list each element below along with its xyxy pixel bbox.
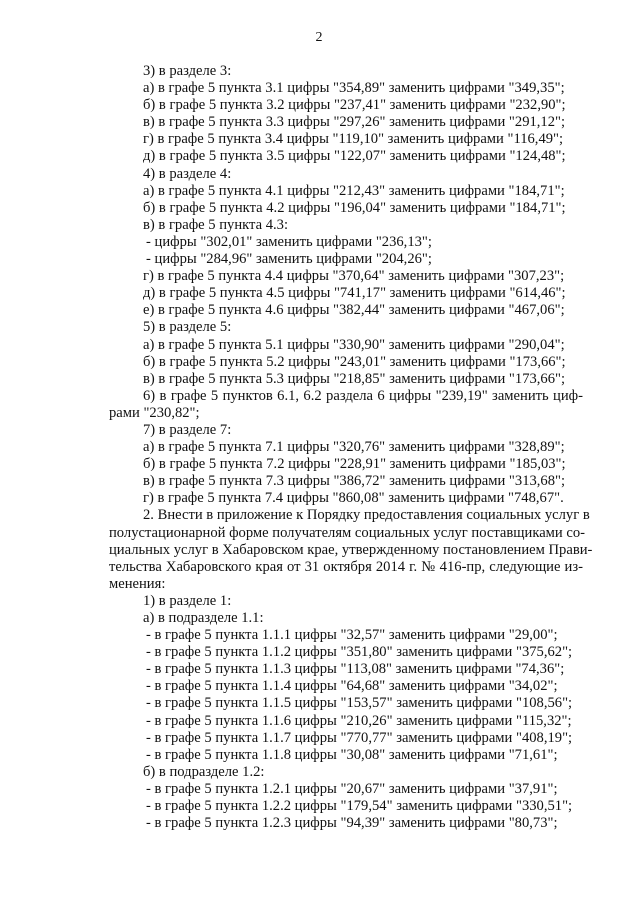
dash-item: - в графе 5 пункта 1.1.3 цифры "113,08" заменить цифрами "74,36"; — [146, 661, 565, 678]
dash-item: - в графе 5 пункта 1.1.1 цифры "32,57" заменить цифрами "29,00"; — [146, 627, 558, 644]
amendment-line: г) в графе 5 пункта 4.4 цифры "370,64" заменить цифрами "307,23"; — [143, 268, 565, 285]
amendment-line: б) в графе 5 пункта 4.2 цифры "196,04" заменить цифрами "184,71"; — [143, 199, 566, 216]
section-6-line-continued: рами "230,82"; — [109, 404, 200, 421]
amendment-line: а) в графе 5 пункта 3.1 цифры "354,89" заменить цифрами "349,35"; — [143, 80, 565, 97]
paragraph-2-line: полустационарной форме получателям социальных услуг поставщиками со- — [109, 524, 586, 541]
section-7-heading: 7) в разделе 7: — [143, 421, 232, 438]
document-body — [0, 63, 638, 832]
amendment-line: г) в графе 5 пункта 7.4 цифры "860,08" заменить цифрами "748,67". — [143, 490, 564, 507]
dash-item: - в графе 5 пункта 1.1.8 цифры "30,08" заменить цифрами "71,61"; — [146, 746, 558, 763]
subsection-1-1-heading: а) в подразделе 1.1: — [143, 610, 264, 626]
page-number: 2 — [315, 30, 323, 45]
dash-item: - цифры "302,01" заменить цифрами "236,13"; — [146, 233, 432, 250]
subsection-1-2-heading: б) в подразделе 1.2: — [143, 763, 265, 780]
amendment-line: а) в графе 5 пункта 5.1 цифры "330,90" заменить цифрами "290,04"; — [143, 336, 565, 353]
dash-item: - цифры "284,96" заменить цифрами "204,26"; — [146, 251, 432, 268]
amendment-line: е) в графе 5 пункта 4.6 цифры "382,44" заменить цифрами "467,06"; — [143, 302, 565, 319]
dash-item: - в графе 5 пункта 1.1.5 цифры "153,57" заменить цифрами "108,56"; — [146, 695, 573, 712]
section-3-heading: 3) в разделе 3: — [143, 63, 232, 79]
amendment-line: б) в графе 5 пункта 5.2 цифры "243,01" заменить цифрами "173,66"; — [143, 353, 566, 370]
dash-item: - в графе 5 пункта 1.1.6 цифры "210,26" заменить цифрами "115,32"; — [146, 712, 572, 729]
amendment-line: а) в графе 5 пункта 4.1 цифры "212,43" заменить цифрами "184,71"; — [143, 182, 565, 199]
dash-item: - в графе 5 пункта 1.1.7 цифры "770,77" заменить цифрами "408,19"; — [146, 729, 573, 746]
dash-item: - в графе 5 пункта 1.2.3 цифры "94,39" заменить цифрами "80,73"; — [146, 815, 558, 832]
amendment-line: в) в графе 5 пункта 5.3 цифры "218,85" заменить цифрами "173,66"; — [143, 370, 566, 387]
section-6-line: 6) в графе 5 пунктов 6.1, 6.2 раздела 6 цифры "239,19" заменить циф- — [143, 387, 583, 404]
section-4-heading: 4) в разделе 4: — [143, 165, 232, 182]
amendment-line: в) в графе 5 пункта 7.3 цифры "386,72" заменить цифрами "313,68"; — [143, 473, 566, 490]
paragraph-2-line: менения: — [109, 575, 166, 592]
amendment-line: д) в графе 5 пункта 3.5 цифры "122,07" заменить цифрами "124,48"; — [143, 148, 566, 165]
paragraph-2-line: 2. Внести в приложение к Порядку предоставления социальных услуг в — [143, 507, 590, 524]
amendment-line: б) в графе 5 пункта 3.2 цифры "237,41" заменить цифрами "232,90"; — [143, 97, 566, 114]
paragraph-2-line: циальных услуг в Хабаровском крае, утвержденному постановлением Прави- — [109, 541, 593, 558]
amendment-line: в) в графе 5 пункта 4.3: — [143, 216, 289, 233]
amendment-line: г) в графе 5 пункта 3.4 цифры "119,10" заменить цифрами "116,49"; — [143, 131, 564, 148]
dash-item: - в графе 5 пункта 1.1.2 цифры "351,80" заменить цифрами "375,62"; — [146, 644, 573, 661]
amendment-line: б) в графе 5 пункта 7.2 цифры "228,91" заменить цифрами "185,03"; — [143, 456, 566, 473]
amendment-line: д) в графе 5 пункта 4.5 цифры "741,17" заменить цифрами "614,46"; — [143, 285, 566, 302]
amendment-line: в) в графе 5 пункта 3.3 цифры "297,26" заменить цифрами "291,12"; — [143, 114, 566, 131]
section-1-heading: 1) в разделе 1: — [143, 592, 232, 609]
dash-item: - в графе 5 пункта 1.2.1 цифры "20,67" заменить цифрами "37,91"; — [146, 780, 558, 797]
dash-item: - в графе 5 пункта 1.1.4 цифры "64,68" заменить цифрами "34,02"; — [146, 678, 558, 695]
section-5-heading: 5) в разделе 5: — [143, 319, 232, 336]
paragraph-2-line: тельства Хабаровского края от 31 октября 2014 г. № 416-пр, следующие из- — [109, 558, 583, 575]
dash-item: - в графе 5 пункта 1.2.2 цифры "179,54" заменить цифрами "330,51"; — [146, 798, 573, 815]
amendment-line: а) в графе 5 пункта 7.1 цифры "320,76" заменить цифрами "328,89"; — [143, 439, 565, 456]
